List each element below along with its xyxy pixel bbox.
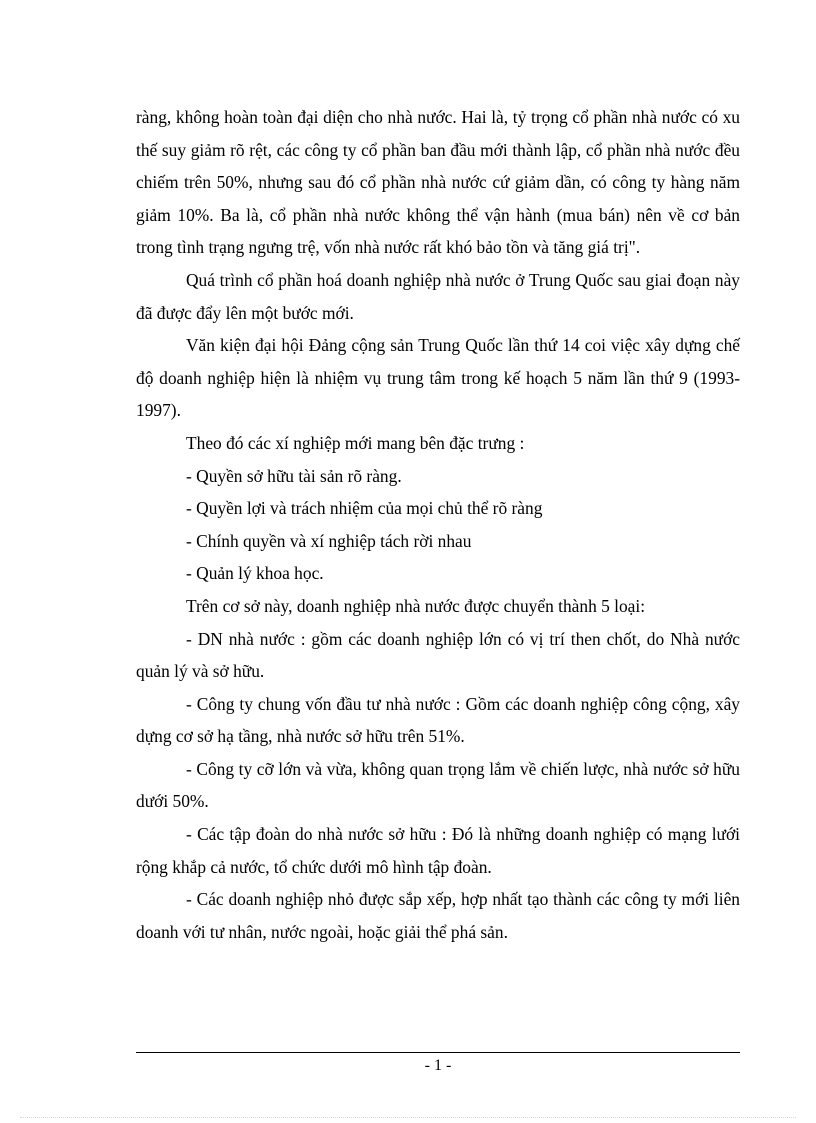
paragraph-congress-14: Văn kiện đại hội Đảng cộng sản Trung Quốc lần thứ 14 coi việc xây dựng chế độ doanh nghiệp hiện là nhiệm vụ trung tâm trong kế hoạch 5 năm lần thứ 9 (1993-1997).: [136, 335, 740, 421]
list-item-separation: - Chính quyền và xí nghiệp tách rời nhau: [186, 530, 472, 551]
document-body: [136, 101, 740, 948]
list-item-state-enterprise: - DN nhà nước : gồm các doanh nghiệp lớn có vị trí then chốt, do Nhà nước quản lý và sở hữu.: [136, 628, 740, 682]
paragraph-five-types-intro: Trên cơ sở này, doanh nghiệp nhà nước được chuyển thành 5 loại:: [186, 595, 646, 616]
list-item-small-enterprises: - Các doanh nghiệp nhỏ được sắp xếp, hợp nhất tạo thành các công ty mới liên doanh với tư nhân, nước ngoài, hoặc giải thể phá sản.: [136, 889, 740, 942]
paragraph-characteristics-intro: Theo đó các xí nghiệp mới mang bên đặc trưng :: [186, 432, 525, 453]
page-edge-dotted-line: [20, 1117, 796, 1118]
paragraph-continuation: ràng, không hoàn toàn đại diện cho nhà nước. Hai là, tỷ trọng cổ phần nhà nước có xu thế suy giảm rõ rệt, các công ty cổ phần ban đầu mới thành lập, cổ phần nhà nước đều chiếm trên 50%, nhưng sau đó cổ phần nhà nước cứ giảm dần, có công ty hàng năm giảm 10%. Ba là, cổ phần nhà nước không thể vận hành (mua bán) nên về cơ bản trong tình trạng ngưng trệ, vốn nhà nước rất khó bảo tồn và tăng giá trị".: [136, 107, 740, 258]
list-item-rights: - Quyền lợi và trách nhiệm của mọi chủ thể rõ ràng: [186, 498, 543, 519]
footer-divider: [136, 1052, 740, 1053]
paragraph-equitization-step: Quá trình cổ phần hoá doanh nghiệp nhà nước ở Trung Quốc sau giai đoạn này đã được đẩy lên một bước mới.: [136, 269, 740, 323]
page-number: - 1 -: [424, 1057, 452, 1074]
list-item-management: - Quản lý khoa học.: [186, 563, 324, 584]
list-item-ownership: - Quyền sở hữu tài sản rõ ràng.: [186, 465, 402, 486]
list-item-joint-investment: - Công ty chung vốn đầu tư nhà nước : Gồm các doanh nghiệp công cộng, xây dựng cơ sở hạ tầng, nhà nước sở hữu trên 51%.: [136, 693, 740, 747]
list-item-medium-large: - Công ty cỡ lớn và vừa, không quan trọng lắm về chiến lược, nhà nước sở hữu dưới 50%.: [136, 758, 740, 812]
list-item-state-groups: - Các tập đoàn do nhà nước sở hữu : Đó là những doanh nghiệp có mạng lưới rộng khắp cả nước, tổ chức dưới mô hình tập đoàn.: [136, 824, 740, 877]
